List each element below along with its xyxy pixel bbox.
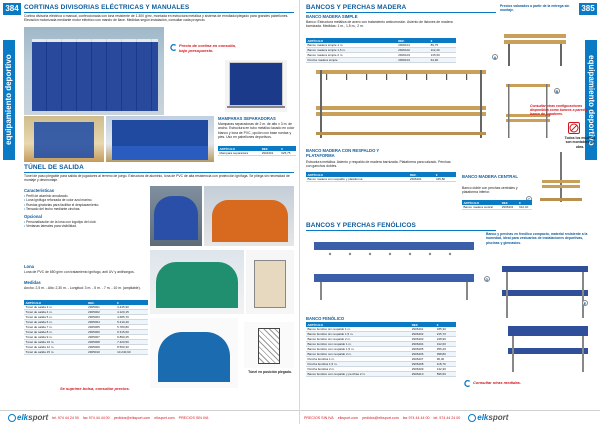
- footer-left: [0, 410, 300, 424]
- table-cell: 6.890,25: [116, 335, 148, 340]
- table-cell: Túnel de salida 6 m.: [24, 320, 87, 325]
- table-cell: Banco madera simple 1 m.: [306, 43, 397, 48]
- table-cell: 2905009: [87, 345, 116, 350]
- list-item: • Ventanas laterales para visibilidad.: [24, 224, 144, 228]
- table-cell: Túnel de salida 10 m.: [24, 340, 87, 345]
- table-cell: Túnel de salida 7 m.: [24, 325, 87, 330]
- table-cell: 2906406: [410, 352, 435, 357]
- table-cell: Banco fenólico con respaldo 1 m.: [306, 342, 410, 347]
- side-section-label: equipamiento deportivo: [585, 40, 597, 160]
- table-cell: 4.120,15: [116, 310, 148, 315]
- section-title-tunel: TÚNEL DE SALIDA: [24, 164, 294, 173]
- col-header: REF.: [260, 146, 280, 151]
- col-header: ARTÍCULO: [218, 146, 260, 151]
- medidas-head: Medidas: [24, 280, 41, 285]
- lona-head: Lona: [24, 264, 35, 269]
- banco-simple-text: Banco: Estructura metálica de acero con tratamiento anticorrosión. Asiento de listones de madera barnizada. Medidas: 1 m., 1,5 m., 2 m.: [306, 20, 453, 29]
- footer-prices: PRECIOS SIN IVA: [304, 415, 334, 420]
- table-cell: 356,20: [435, 347, 456, 352]
- table-cell: Banco fenólico sin respaldo 1,5 m.: [306, 332, 410, 337]
- section-title-fenolicos: BANCOS Y PERCHAS FENÓLICOS: [306, 222, 496, 231]
- col-header: €: [435, 322, 456, 327]
- section-title-madera: BANCOS Y PERCHAS MADERA: [306, 4, 496, 13]
- table-cell: 2905008: [87, 340, 116, 345]
- medidas-text: Ancho: 2,5 m. - Alto: 2,30 m. - Longitud: 3 m. - 5 m. - 7 m. - 10 m. (ampliable).: [24, 286, 141, 290]
- banco-simple-table: [306, 38, 456, 63]
- tunel-price-table: [24, 300, 148, 355]
- bolsa-callout: Se suprime bolsa, consultar precios.: [60, 386, 130, 391]
- tunel-description: Túnel de paso plegable para salida de jugadores al terreno de juego. Estructura de aluminio, lona de PVC de alta resistencia con protección ignífuga. Se pliega sin necesidad de montaje y desmontaje.: [24, 174, 290, 183]
- table-cell: Túnel de salida 8 m.: [24, 330, 87, 335]
- col-header: REF.: [500, 200, 517, 205]
- banco-perchas-head: BANCO MADERA CON RESPALDO Y PLATAFORMA: [306, 148, 380, 158]
- table-cell: 2905003: [87, 315, 116, 320]
- table-cell: Túnel de salida 3 m.: [24, 305, 87, 310]
- table-row: [306, 58, 456, 63]
- table-cell: 596,50: [435, 372, 456, 377]
- table-cell: 112,40: [429, 48, 456, 53]
- list-item: • Tensado del techo mediante cinchas.: [24, 207, 144, 211]
- table-cell: Banco madera simple 1,5 m.: [306, 48, 397, 53]
- table-cell: 2905007: [87, 335, 116, 340]
- table-cell: 2906410: [410, 372, 435, 377]
- table-cell: 185,30: [435, 327, 456, 332]
- page-number: 384: [3, 3, 21, 15]
- tunel-photo-1: [150, 186, 202, 246]
- col-header: ARTÍCULO: [462, 200, 500, 205]
- table-row: [24, 350, 148, 355]
- table-cell: Percha madera simple: [306, 58, 397, 63]
- footer-email[interactable]: pedidos@elksport.com: [362, 415, 399, 420]
- gym-photo-2: [106, 116, 214, 162]
- table-cell: 64,90: [429, 58, 456, 63]
- table-cell: 96,40: [435, 357, 456, 362]
- table-cell: 2906404: [410, 342, 435, 347]
- mamparas-title: MAMPARAS SEPARADORAS: [218, 116, 276, 121]
- list-item: • Lona ignífuga reforzada de color azul marino.: [24, 198, 144, 202]
- table-cell: 5.210,40: [116, 320, 148, 325]
- c-logo-icon: [170, 44, 177, 51]
- table-cell: 2905005: [87, 325, 116, 330]
- table-cell: Banco fenólico con respaldo y perchas 2 m.: [306, 372, 410, 377]
- caracteristicas-head: Características: [24, 188, 55, 193]
- banco-fenolico-photo: [496, 262, 594, 320]
- table-cell: Banco fenólico con respaldo 2 m.: [306, 352, 410, 357]
- table-cell: 2906103: [397, 53, 429, 58]
- opciones-head: Opcional: [24, 214, 42, 219]
- col-header: ARTÍCULO: [306, 38, 397, 43]
- table-cell: 2906409: [410, 367, 435, 372]
- percha-fenolica-photo: [306, 236, 482, 302]
- gym-photo-1: [24, 116, 104, 162]
- table-cell: 2906101: [397, 43, 429, 48]
- table-cell: 2905004: [87, 320, 116, 325]
- table-cell: Túnel de salida 5 m.: [24, 315, 87, 320]
- table-cell: Túnel de salida 9 m.: [24, 335, 87, 340]
- footer-web[interactable]: elksport.com: [337, 415, 359, 420]
- table-cell: 2906402: [410, 332, 435, 337]
- caracteristicas-list: [24, 194, 144, 211]
- table-cell: 2906102: [397, 48, 429, 53]
- table-cell: Banco fenólico sin respaldo 1 m.: [306, 327, 410, 332]
- col-header: ARTÍCULO: [24, 300, 87, 305]
- fenolicos-subhead: BANCO FENÓLICO: [306, 316, 345, 321]
- tunel-photo-5: [150, 318, 238, 388]
- top-note: Precios valorados a partir de la entrega sin montaje.: [500, 4, 570, 13]
- table-cell: 2906104: [397, 58, 429, 63]
- table-cell: 2906401: [410, 327, 435, 332]
- table-cell: 118,70: [435, 362, 456, 367]
- col-header: €: [429, 38, 456, 43]
- tunel-photo-4: [246, 250, 294, 314]
- col-header: €: [280, 146, 296, 151]
- table-cell: 10.240,90: [116, 350, 148, 355]
- table-cell: 4.685,70: [116, 315, 148, 320]
- cortinas-description: Cortina divisoria eléctrica o manual, confeccionada con lona resistente de 1.300 g/m², montada en estructura metálica y sistema de enrollado/plegado para grandes pabellones. Elevación motorizada mediante motor eléctrico con mando de llave. Medidas según instalación, consultar cada proyecto.: [24, 14, 289, 23]
- banco-central-text: Banco doble con perchas centrales y plataforma inferior.: [462, 186, 518, 195]
- table-cell: 2905006: [87, 330, 116, 335]
- table-cell: 89,75: [429, 43, 456, 48]
- cortinas-price-callout: Precio de cortina en consulta, bajo presupuesto.: [179, 43, 236, 53]
- col-header: ARTÍCULO: [306, 172, 408, 177]
- table-cell: 7.420,50: [116, 340, 148, 345]
- lona-text: Lona de PVC de 650 g/m² con tratamiento ignífugo, anti UV y antihongos.: [24, 270, 135, 274]
- col-header: REF.: [397, 38, 429, 43]
- banco-perchas-table: [306, 172, 456, 182]
- tunel-folded-caption: Túnel en posición plegado.: [248, 370, 292, 374]
- montaje-callout: Todos los modelos son montables en obra.: [564, 136, 596, 149]
- callout-marker: B: [555, 89, 559, 94]
- banco-perchas-text: Estructura metálica. Asiento y respaldo de madera barnizada. Plataforma para calzado. Perchas con ganchos dobles.: [306, 160, 451, 169]
- table-cell: Banco madera simple 2 m.: [306, 53, 397, 58]
- table-row: Banco madera central 2906301 612,40: [462, 205, 532, 210]
- col-header: €: [518, 200, 532, 205]
- table-cell: 248,90: [435, 337, 456, 342]
- tunel-photo-3: [150, 250, 244, 314]
- list-item: • Ruedas giratorias para facilitar el desplazamiento.: [24, 203, 144, 207]
- table-cell: Percha fenólica 1 m.: [306, 357, 410, 362]
- footer-web[interactable]: elksport.com: [154, 415, 175, 420]
- configuraciones-callout: Consultar otras configuraciones disponibles como bancos a pared y banco de jugadores.: [530, 104, 588, 117]
- callout-marker: E: [583, 301, 587, 306]
- table-cell: 2906405: [410, 347, 435, 352]
- no-smoking-icon: [568, 122, 580, 134]
- banco-central-photo: [536, 150, 586, 204]
- footer-prices: PRECIOS SIN IVA: [178, 415, 209, 420]
- tunel-photo-2: [204, 186, 294, 246]
- table-cell: 2905010: [87, 350, 116, 355]
- table-row: Mampara separadora 2904301 625,75: [218, 151, 296, 156]
- table-cell: 398,80: [435, 352, 456, 357]
- table-cell: 312,60: [435, 342, 456, 347]
- callout-marker: D: [485, 277, 489, 282]
- list-item: • Perfil de aluminio anodizado.: [24, 194, 144, 198]
- mamparas-description: Mamparas separadoras de 2 m. de alto x 3 m. de ancho. Estructura en tubo metálico lacado en color blanco y lona de PVC, opción con base ruedas y pies. Uso en pabellones deportivos.: [218, 122, 295, 140]
- c-logo-icon: [464, 380, 471, 387]
- table-cell: 2905002: [87, 310, 116, 315]
- page-number: 385: [579, 3, 597, 15]
- table-cell: Percha fenólica 1,5 m.: [306, 362, 410, 367]
- footer-phone: tel. 974 44 24 00: [433, 415, 461, 420]
- cortina-photo: [24, 27, 164, 115]
- callout-marker: A: [493, 55, 497, 60]
- table-cell: 2906408: [410, 362, 435, 367]
- table-cell: 6.315,60: [116, 330, 148, 335]
- banco-simple-head: BANCO MADERA SIMPLE: [306, 14, 358, 19]
- footer-right: [300, 410, 600, 424]
- banco-central-head: BANCO MADERA CENTRAL: [462, 174, 518, 179]
- table-cell: Túnel de salida 15 m.: [24, 350, 87, 355]
- table-cell: 2906407: [410, 357, 435, 362]
- elksport-logo: elk sport: [468, 413, 508, 422]
- fenolicos-table: [306, 322, 456, 377]
- footer-fax: fax 974 44 44 00: [402, 415, 430, 420]
- page-right: [300, 0, 600, 424]
- opciones-list: [24, 220, 144, 229]
- table-cell: 3.445,90: [116, 305, 148, 310]
- tunel-folded-photo: [244, 322, 294, 368]
- elksport-logo: elk sport: [8, 413, 48, 422]
- table-cell: 135,60: [429, 53, 456, 58]
- footer-fax: fax 974 44 44 00: [82, 415, 110, 420]
- table-cell: 2905001: [87, 305, 116, 310]
- table-cell: 2906403: [410, 337, 435, 342]
- banco-perchas-photo: [306, 66, 496, 140]
- col-header: REF.: [408, 172, 434, 177]
- side-section-label: equipamiento deportivo: [3, 40, 15, 160]
- table-cell: Túnel de salida 12 m.: [24, 345, 87, 350]
- table-cell: 5.780,80: [116, 325, 148, 330]
- section-title-cortinas: CORTINAS DIVISORIAS ELÉCTRICAS Y MANUALES: [24, 4, 294, 13]
- table-row: [306, 372, 456, 377]
- fenolicos-description: Banco y perchas en fenólico compacto, material resistente a la humedad, ideal para vestuarios de instalaciones deportivas, piscinas y gimnasios.: [486, 232, 588, 245]
- col-header: €: [434, 172, 456, 177]
- col-header: REF.: [87, 300, 116, 305]
- col-header: ARTÍCULO: [306, 322, 410, 327]
- table-cell: Percha fenólica 2 m.: [306, 367, 410, 372]
- footer-phone: tel. 974 44 24 00: [52, 415, 79, 420]
- table-cell: 8.560,30: [116, 345, 148, 350]
- footer-email[interactable]: pedidos@elksport.com: [113, 415, 151, 420]
- table-cell: Túnel de salida 4 m.: [24, 310, 87, 315]
- banco-simple-photo: [500, 26, 570, 70]
- banco-fenolico-respaldo-photo: [504, 322, 592, 374]
- mampara-photo: [225, 60, 287, 112]
- mamparas-price-table: [218, 146, 296, 156]
- table-cell: Banco fenólico sin respaldo 2 m.: [306, 337, 410, 342]
- otras-medidas-callout: Consultar otras medidas.: [473, 380, 522, 385]
- col-header: €: [116, 300, 148, 305]
- table-cell: 142,30: [435, 367, 456, 372]
- table-cell: 215,70: [435, 332, 456, 337]
- list-item: • Personalización de la lona con logotipo del club.: [24, 220, 144, 224]
- table-row: Banco madera con respaldo y plataforma 2906201 425,80: [306, 177, 456, 182]
- banco-central-table: [462, 200, 532, 210]
- table-cell: Banco fenólico con respaldo 1,5 m.: [306, 347, 410, 352]
- col-header: REF.: [410, 322, 435, 327]
